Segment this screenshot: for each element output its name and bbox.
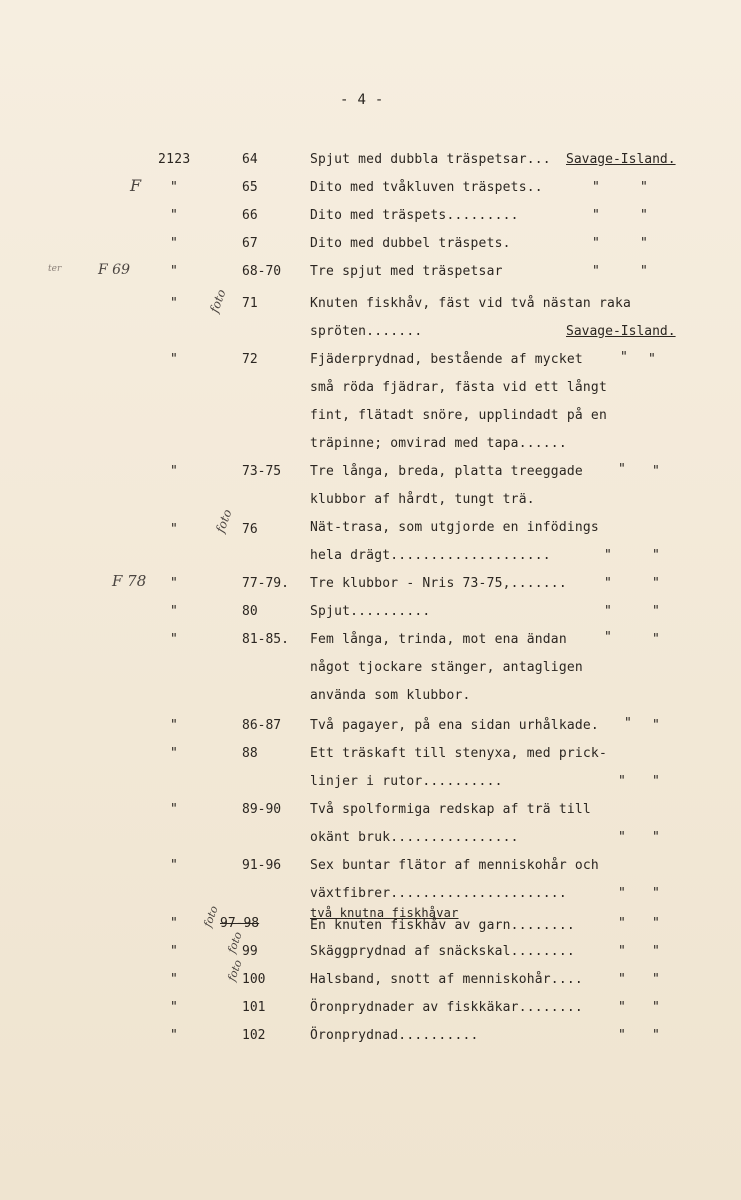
item-description: Dito med träspets......... xyxy=(310,208,519,223)
item-number: 99 xyxy=(242,944,258,959)
ditto-mark: " xyxy=(640,180,648,195)
ditto-mark: " xyxy=(640,264,648,279)
item-number: 68-70 xyxy=(242,264,282,279)
item-number: 66 xyxy=(242,208,258,223)
handwritten-foto-mark: foto xyxy=(225,930,245,955)
item-description: linjer i rutor.......... xyxy=(310,774,503,789)
item-description: Två pagayer, på ena sidan urhålkade. xyxy=(310,718,599,733)
item-description: hela drägt.................... xyxy=(310,548,551,563)
item-number: 64 xyxy=(242,152,258,167)
ditto-mark: " xyxy=(652,576,660,591)
handwritten-foto-mark: foto xyxy=(207,287,229,315)
item-description: klubbor af hårdt, tungt trä. xyxy=(310,492,535,507)
item-description: Två spolformiga redskap af trä till xyxy=(310,802,591,817)
ditto-mark: " xyxy=(652,1028,660,1043)
item-number: 67 xyxy=(242,236,258,251)
ditto-mark: " xyxy=(604,576,612,591)
ditto-mark: " xyxy=(170,944,178,959)
item-description: Öronprydnader av fiskkäkar........ xyxy=(310,1000,583,1015)
ditto-mark: " xyxy=(170,522,178,537)
ditto-mark: " xyxy=(652,464,660,479)
handwritten-f69-mark: F 69 xyxy=(98,262,130,278)
ditto-mark: " xyxy=(652,1000,660,1015)
ditto-mark: " xyxy=(618,944,626,959)
ditto-mark: " xyxy=(624,716,632,731)
ditto-mark: " xyxy=(604,630,612,645)
item-description: Sex buntar flätor af menniskohår och xyxy=(310,858,599,873)
ditto-mark: " xyxy=(170,972,178,987)
ditto-mark: " xyxy=(170,180,178,195)
item-description: Fem långa, trinda, mot ena ändan xyxy=(310,632,567,647)
item-description: Tre klubbor - Nris 73-75,....... xyxy=(310,576,567,591)
item-description: växtfibrer...................... xyxy=(310,886,567,901)
handwritten-foto-mark: foto xyxy=(201,904,221,929)
ditto-mark: " xyxy=(170,236,178,251)
item-description: använda som klubbor. xyxy=(310,688,471,703)
item-description: Öronprydnad.......... xyxy=(310,1028,479,1043)
ditto-mark: " xyxy=(618,774,626,789)
item-description: något tjockare stänger, antagligen xyxy=(310,660,583,675)
item-description: Spjut med dubbla träspetsar... xyxy=(310,152,551,167)
ditto-mark: " xyxy=(652,916,660,931)
ditto-mark: " xyxy=(592,264,600,279)
item-number: 102 xyxy=(242,1028,266,1043)
item-number: 81-85. xyxy=(242,632,289,647)
ditto-mark: " xyxy=(652,774,660,789)
ditto-mark: " xyxy=(640,236,648,251)
item-number: 97-98 xyxy=(220,916,260,931)
ditto-mark: " xyxy=(592,236,600,251)
ditto-mark: " xyxy=(170,208,178,223)
item-description: spröten....... xyxy=(310,324,423,339)
item-number: 71 xyxy=(242,296,258,311)
page-number: - 4 - xyxy=(340,92,384,108)
item-number: 101 xyxy=(242,1000,266,1015)
handwritten-foto-mark: foto xyxy=(213,507,235,535)
item-description: Dito med dubbel träspets. xyxy=(310,236,511,251)
ditto-mark: " xyxy=(170,1028,178,1043)
ditto-mark: " xyxy=(170,604,178,619)
handwritten-margin-mark: ter xyxy=(48,264,62,274)
ditto-mark: " xyxy=(170,352,178,367)
item-number: 80 xyxy=(242,604,258,619)
ditto-mark: " xyxy=(652,632,660,647)
ditto-mark: " xyxy=(652,944,660,959)
item-number: 76 xyxy=(242,522,258,537)
ditto-mark: " xyxy=(170,802,178,817)
item-insert-text: två knutna fiskhåvar xyxy=(310,906,459,920)
ditto-mark: " xyxy=(170,464,178,479)
item-description: små röda fjädrar, fästa vid ett långt xyxy=(310,380,607,395)
item-description: Nät-trasa, som utgjorde en infödings xyxy=(310,520,599,535)
ditto-mark: " xyxy=(170,916,178,931)
item-description: fint, flätadt snöre, upplindadt på en xyxy=(310,408,607,423)
ditto-mark: " xyxy=(618,830,626,845)
item-description: Tre långa, breda, platta treeggade xyxy=(310,464,583,479)
ditto-mark: " xyxy=(170,264,178,279)
ditto-mark: " xyxy=(170,576,178,591)
item-description: Halsband, snott af menniskohår.... xyxy=(310,972,583,987)
item-description: En knuten fiskhåv av garn........ xyxy=(310,918,575,933)
item-location: Savage-Island. xyxy=(566,152,676,167)
ditto-mark: " xyxy=(592,208,600,223)
item-number: 65 xyxy=(242,180,258,195)
item-description: Spjut.......... xyxy=(310,604,431,619)
ditto-mark: " xyxy=(618,972,626,987)
item-number: 73-75 xyxy=(242,464,282,479)
item-number: 86-87 xyxy=(242,718,282,733)
ditto-mark: " xyxy=(170,632,178,647)
ditto-mark: " xyxy=(652,830,660,845)
item-description: Tre spjut med träspetsar xyxy=(310,264,503,279)
item-number: 100 xyxy=(242,972,266,987)
ditto-mark: " xyxy=(652,886,660,901)
ditto-mark: " xyxy=(618,916,626,931)
ditto-mark: " xyxy=(604,548,612,563)
item-description: Skäggprydnad af snäckskal........ xyxy=(310,944,575,959)
handwritten-f78-mark: F 78 xyxy=(112,572,147,590)
ditto-mark: " xyxy=(170,296,178,311)
catalog-number: 2123 xyxy=(158,152,191,167)
ditto-mark: " xyxy=(648,352,656,367)
item-location: Savage-Island. xyxy=(566,324,676,339)
item-number: 89-90 xyxy=(242,802,282,817)
ditto-mark: " xyxy=(170,858,178,873)
ditto-mark: " xyxy=(652,972,660,987)
item-description: Fjäderprydnad, bestående af mycket xyxy=(310,352,583,367)
ditto-mark: " xyxy=(618,1000,626,1015)
ditto-mark: " xyxy=(620,350,628,365)
ditto-mark: " xyxy=(640,208,648,223)
ditto-mark: " xyxy=(652,548,660,563)
ditto-mark: " xyxy=(618,1028,626,1043)
ditto-mark: " xyxy=(170,718,178,733)
item-number: 88 xyxy=(242,746,258,761)
item-description: Ett träskaft till stenyxa, med prick- xyxy=(310,746,607,761)
ditto-mark: " xyxy=(170,1000,178,1015)
handwritten-f-mark: F xyxy=(130,176,142,195)
ditto-mark: " xyxy=(652,718,660,733)
ditto-mark: " xyxy=(618,462,626,477)
ditto-mark: " xyxy=(618,886,626,901)
item-description: okänt bruk................ xyxy=(310,830,519,845)
item-number: 72 xyxy=(242,352,258,367)
item-description: Dito med tvåkluven träspets.. xyxy=(310,180,543,195)
item-description: Knuten fiskhåv, fäst vid två nästan raka xyxy=(310,296,632,311)
item-number: 77-79. xyxy=(242,576,289,591)
ditto-mark: " xyxy=(170,746,178,761)
ditto-mark: " xyxy=(652,604,660,619)
item-description: träpinne; omvirad med tapa...... xyxy=(310,436,567,451)
item-number: 91-96 xyxy=(242,858,282,873)
handwritten-foto-mark: foto xyxy=(225,958,245,983)
ditto-mark: " xyxy=(604,604,612,619)
ditto-mark: " xyxy=(592,180,600,195)
